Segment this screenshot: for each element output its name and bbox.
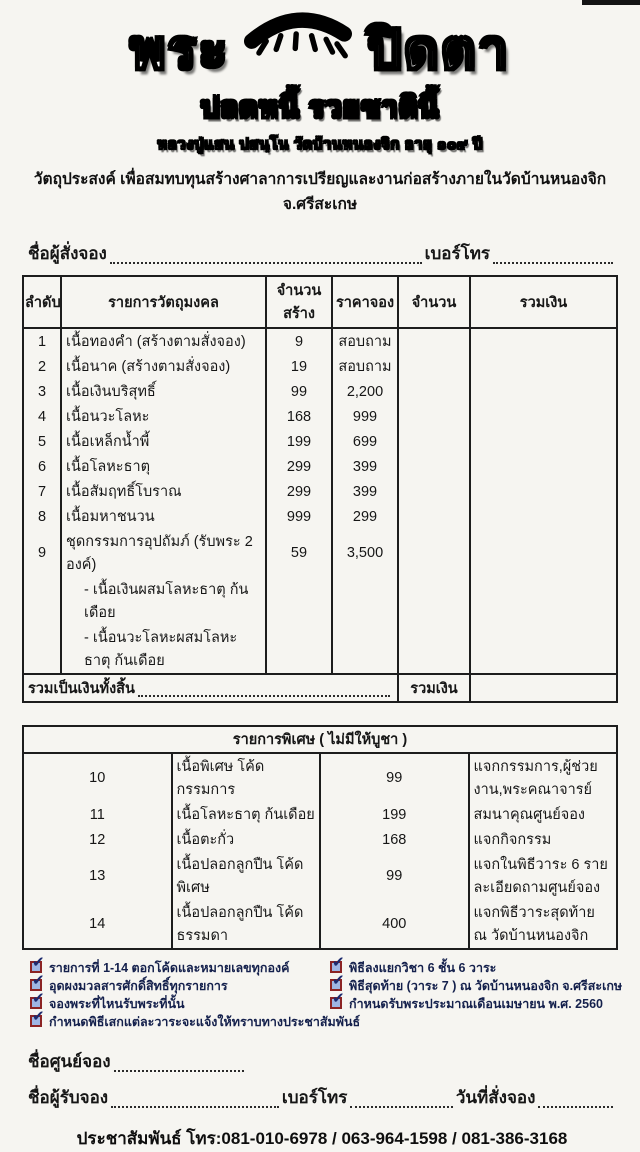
main-table-header-row [23,276,617,328]
note-item [30,978,330,994]
table-row [23,479,617,504]
note-text: พิธีลงแยกวิชา 6 ชั้น 6 วาระ [349,961,497,975]
row-price: 2,200 [332,379,398,404]
receiver-name-fill-line [111,1091,279,1108]
row-item: เนื้อนวะโลหะ [61,404,266,429]
row-index: 1 [23,328,61,354]
header [0,0,640,216]
row-price: สอบถาม [332,328,398,354]
total-label: รวมเป็นเงินทั้งสิ้น [28,680,135,697]
main-order-table [22,275,618,703]
row-quantity-blank [398,625,470,674]
receiver-name-label: ชื่อผู้รับจอง [28,1088,109,1107]
row-index: 3 [23,379,61,404]
col-header-item: รายการวัตถุมงคล [61,276,266,328]
orderer-phone-label: เบอร์โทร [424,244,491,263]
table-sub-row [23,577,617,625]
row-price: 3,500 [332,529,398,577]
row-made: 19 [266,354,332,379]
row-purpose: สมนาคุณศูนย์จอง [469,802,618,827]
row-item: เนื้อโลหะธาตุ ก้นเดือย [172,802,321,827]
row-quantity-blank [398,328,470,354]
table-row [23,429,617,454]
note-text: พิธีสุดท้าย (วาระ 7 ) ณ วัดบ้านหนองจิก จ.ศรีสะเกษ [349,979,623,993]
col-header-quantity: จำนวน [398,276,470,328]
row-made: 299 [266,479,332,504]
total-sum-label: รวมเงิน [398,674,470,702]
row-index: 2 [23,354,61,379]
contact-phone-line: ประชาสัมพันธ์ โทร:081-010-6978 / 063-964-1598 / 081-386-3168 [76,1129,568,1148]
title-row [0,6,640,92]
center-name-label: ชื่อศูนย์จอง [28,1052,111,1071]
row-item: เนื้อปลอกลูกปืน โค้ดพิเศษ [172,852,321,900]
table-row [23,404,617,429]
page-title-right: ปิดตา [367,20,511,80]
row-sub-item: - เนื้อนวะโลหะผสมโลหะธาตุ ก้นเดือย [61,625,266,674]
row-index: 4 [23,404,61,429]
table-row [23,802,617,827]
row-purpose: แจกกิจกรรม [469,827,618,852]
row-price: 399 [332,479,398,504]
table-sub-row [23,625,617,674]
page-title-left: พระ [129,20,230,80]
notes-right-column [330,960,626,1032]
row-index [23,577,61,625]
row-index: 14 [23,900,172,949]
special-table-title: รายการพิเศษ ( ไม่มีให้บูชา ) [23,726,617,753]
col-header-made: จำนวนสร้าง [266,276,332,328]
row-total-blank [470,429,617,454]
row-index: 8 [23,504,61,529]
orderer-name-label: ชื่อผู้สั่งจอง [28,244,107,263]
row-item: เนื้อเหล็กน้ำพี้ [61,429,266,454]
row-index: 11 [23,802,172,827]
receiver-line [28,1084,616,1111]
row-made: 400 [320,900,469,949]
row-quantity-blank [398,429,470,454]
order-date-fill-line [538,1091,613,1108]
row-sub-item: - เนื้อเงินผสมโลหะธาตุ ก้นเดือย [61,577,266,625]
total-fill-line [138,682,390,697]
row-item: เนื้อปลอกลูกปืน โค้ดธรรมดา [172,900,321,949]
monk-name-line: หลวงปู่แสน ปสนฺโน วัดบ้านหนองจิก อายุ ๑๐๙ ปี [157,136,483,153]
center-name-line [28,1048,616,1075]
row-price: 699 [332,429,398,454]
note-text: รายการที่ 1-14 ตอกโค้ดและหมายเลขทุกองค์ [49,961,290,975]
row-index: 5 [23,429,61,454]
table-row [23,354,617,379]
table-row [23,827,617,852]
note-item [330,960,626,976]
row-price: 999 [332,404,398,429]
row-quantity-blank [398,404,470,429]
row-made: 59 [266,529,332,577]
row-made: 99 [266,379,332,404]
closed-eye-icon [239,10,357,81]
row-made: 99 [320,852,469,900]
special-table-title-row [23,726,617,753]
row-total-blank [470,504,617,529]
note-item [30,1014,370,1030]
row-total-blank [470,529,617,577]
table-row [23,852,617,900]
note-text: กำหนดรับพระประมาณเดือนเมษายน พ.ศ. 2560 [349,997,603,1011]
row-made [266,625,332,674]
notes-section [30,960,626,1032]
row-quantity-blank [398,479,470,504]
col-header-price: ราคาจอง [332,276,398,328]
row-made: 199 [266,429,332,454]
receiver-phone-label: เบอร์โทร [281,1088,348,1107]
total-label-cell [23,674,398,702]
row-price: 399 [332,454,398,479]
row-made: 199 [320,802,469,827]
orderer-phone-fill-line [493,247,613,264]
note-text: กำหนดพิธีเสกแต่ละวาระจะแจ้งให้ทราบทางประชาสัมพันธ์ [49,1015,361,1029]
row-price: สอบถาม [332,354,398,379]
notes-left-column [30,960,361,1032]
orderer-line [28,240,616,267]
row-quantity-blank [398,354,470,379]
page-subtitle: ปลดหนี้ รวยชาตินี้ [200,92,440,124]
row-made: 299 [266,454,332,479]
receiver-phone-fill-line [350,1091,453,1108]
table-row [23,328,617,354]
table-row [23,379,617,404]
row-item: เนื้อนาค (สร้างตามสั่งจอง) [61,354,266,379]
table-row [23,753,617,802]
row-total-blank [470,328,617,354]
purpose-line: วัตถุประสงค์ เพื่อสมทบทุนสร้างศาลาการเปรียญและงานก่อสร้างภายในวัดบ้านหนองจิก จ.ศรีสะเกษ [33,171,607,213]
scan-artifact [582,0,640,5]
row-made: 9 [266,328,332,354]
row-quantity-blank [398,379,470,404]
row-quantity-blank [398,504,470,529]
order-date-label: วันที่สั่งจอง [455,1088,536,1107]
row-item: เนื้อสัมฤทธิ์โบราณ [61,479,266,504]
row-quantity-blank [398,529,470,577]
row-item: เนื้อพิเศษ โค้ดกรรมการ [172,753,321,802]
row-purpose: แจกกรรมการ,ผู้ช่วยงาน,พระคณาจารย์ [469,753,618,802]
table-row [23,900,617,949]
row-total-blank [470,479,617,504]
row-index: 6 [23,454,61,479]
row-item: เนื้อมหาชนวน [61,504,266,529]
row-purpose: แจกในพิธีวาระ 6 รายละเอียดถามศูนย์จอง [469,852,618,900]
checked-checkbox-icon [30,1015,42,1027]
footer [28,1048,616,1152]
row-made [266,577,332,625]
note-item [330,996,626,1012]
row-index: 7 [23,479,61,504]
note-text: อุดผงมวลสารศักดิ์สิทธิ์ทุกรายการ [49,979,228,993]
row-quantity-blank [398,454,470,479]
row-total-blank [470,454,617,479]
row-index: 13 [23,852,172,900]
total-sum-blank [470,674,617,702]
checked-checkbox-icon [330,997,342,1009]
row-item: เนื้อทองคำ (สร้างตามสั่งจอง) [61,328,266,354]
row-price: 299 [332,504,398,529]
row-item: เนื้อโลหะธาตุ [61,454,266,479]
row-total-blank [470,379,617,404]
total-row [23,674,617,702]
row-price [332,577,398,625]
note-item [30,960,330,976]
orderer-name-fill-line [110,247,422,264]
row-made: 999 [266,504,332,529]
row-item: ชุดกรรมการอุปถัมภ์ (รับพระ 2 องค์) [61,529,266,577]
row-index [23,625,61,674]
row-total-blank [470,354,617,379]
table-row [23,529,617,577]
row-index: 9 [23,529,61,577]
row-price [332,625,398,674]
row-item: เนื้อเงินบริสุทธิ์ [61,379,266,404]
row-item: เนื้อตะกั่ว [172,827,321,852]
center-name-fill-line [114,1055,244,1072]
note-item [330,978,626,994]
table-row [23,454,617,479]
note-item [30,996,330,1012]
row-made: 168 [266,404,332,429]
row-quantity-blank [398,577,470,625]
col-header-total: รวมเงิน [470,276,617,328]
row-total-blank [470,625,617,674]
table-row [23,504,617,529]
row-index: 12 [23,827,172,852]
row-made: 99 [320,753,469,802]
row-index: 10 [23,753,172,802]
special-items-table [22,725,618,950]
row-total-blank [470,404,617,429]
note-text: จองพระที่ไหนรับพระที่นั้น [49,997,185,1011]
row-purpose: แจกพิธีวาระสุดท้าย ณ วัดบ้านหนองจิก [469,900,618,949]
col-header-index: ลำดับ [23,276,61,328]
row-total-blank [470,577,617,625]
row-made: 168 [320,827,469,852]
